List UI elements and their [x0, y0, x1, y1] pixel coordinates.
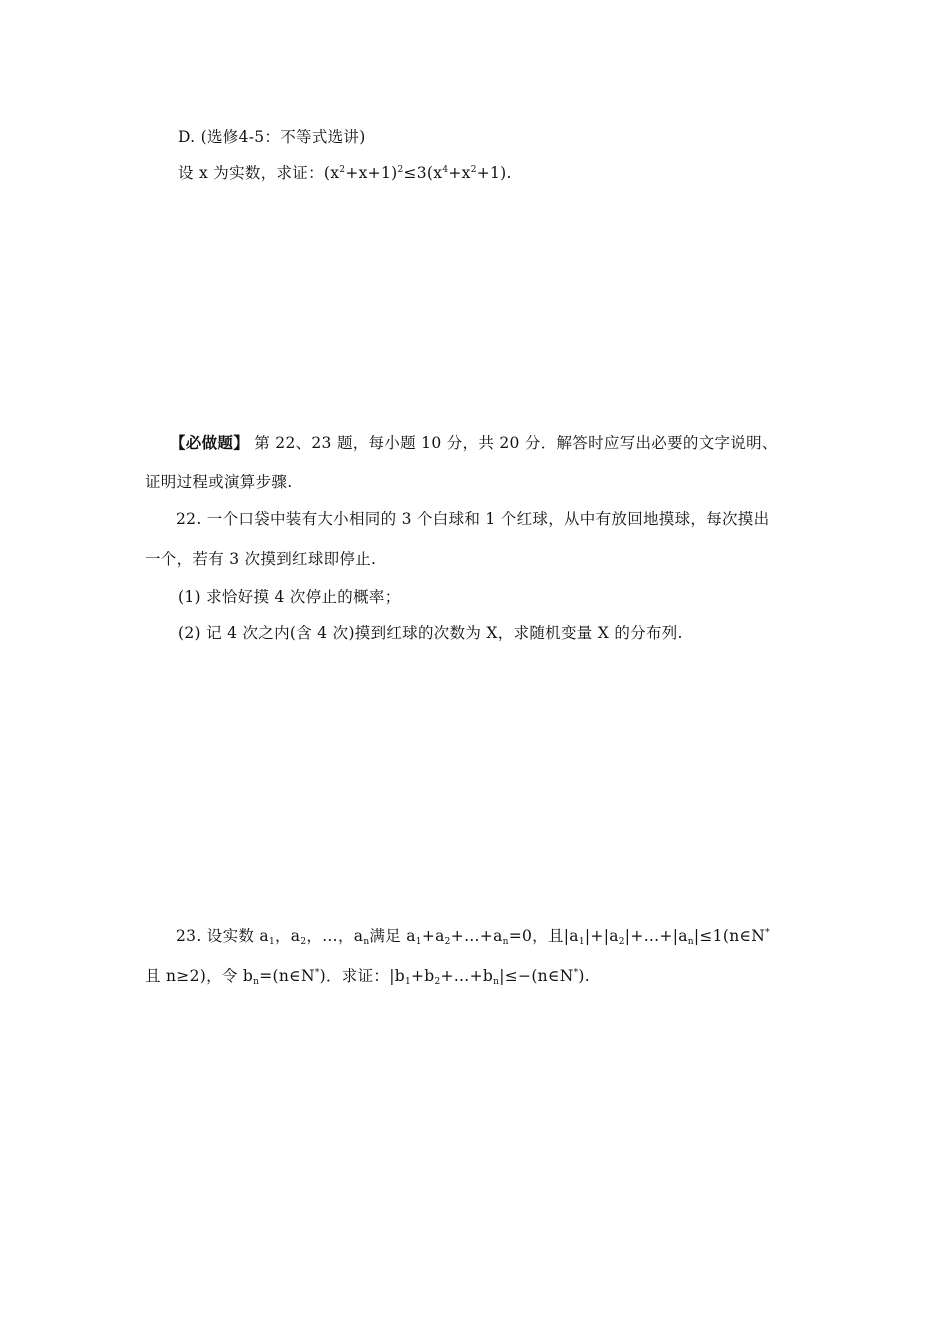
- section-d-problem: 设 x 为实数，求证：$(x^2+x+1)^2\le 3(x^4+x^2+1)$.: [178, 164, 512, 182]
- q23-line1: 23. 设实数 $a_1$，$a_2$，…，$a_n$满足 $a_1+a_2+\dots+a_n=0$，且$|a_1|+|a_2|+\dots+|a_n|\le 1(n\in N^*$: [176, 927, 770, 947]
- q22-part1: (1) 求恰好摸 4 次停止的概率；: [178, 588, 401, 606]
- q22-line1: 22. 一个口袋中装有大小相同的 3 个白球和 1 个红球，从中有放回地摸球，每次摸出: [176, 510, 770, 528]
- required-label: 【必做题】: [170, 433, 250, 452]
- q22-line2: 一个，若有 3 次摸到红球即停止.: [145, 550, 377, 568]
- q23-line2: 且 n≥2)，令 $b_n=(n\in N^*)$．求证：$|b_1+b_2+\dots+b_n|\le-(n\in N^*)$.: [145, 967, 590, 987]
- required-section-intro-cont: 证明过程或演算步骤.: [145, 473, 293, 491]
- required-section-intro: 【必做题】 第 22、23 题，每小题 10 分，共 20 分．解答时应写出必要的文字说明、: [170, 433, 778, 452]
- q22-part2: (2) 记 4 次之内(含 4 次)摸到红球的次数为 X，求随机变量 X 的分布列.: [178, 624, 683, 642]
- section-d-title: D. (选修4-5：不等式选讲): [178, 128, 366, 146]
